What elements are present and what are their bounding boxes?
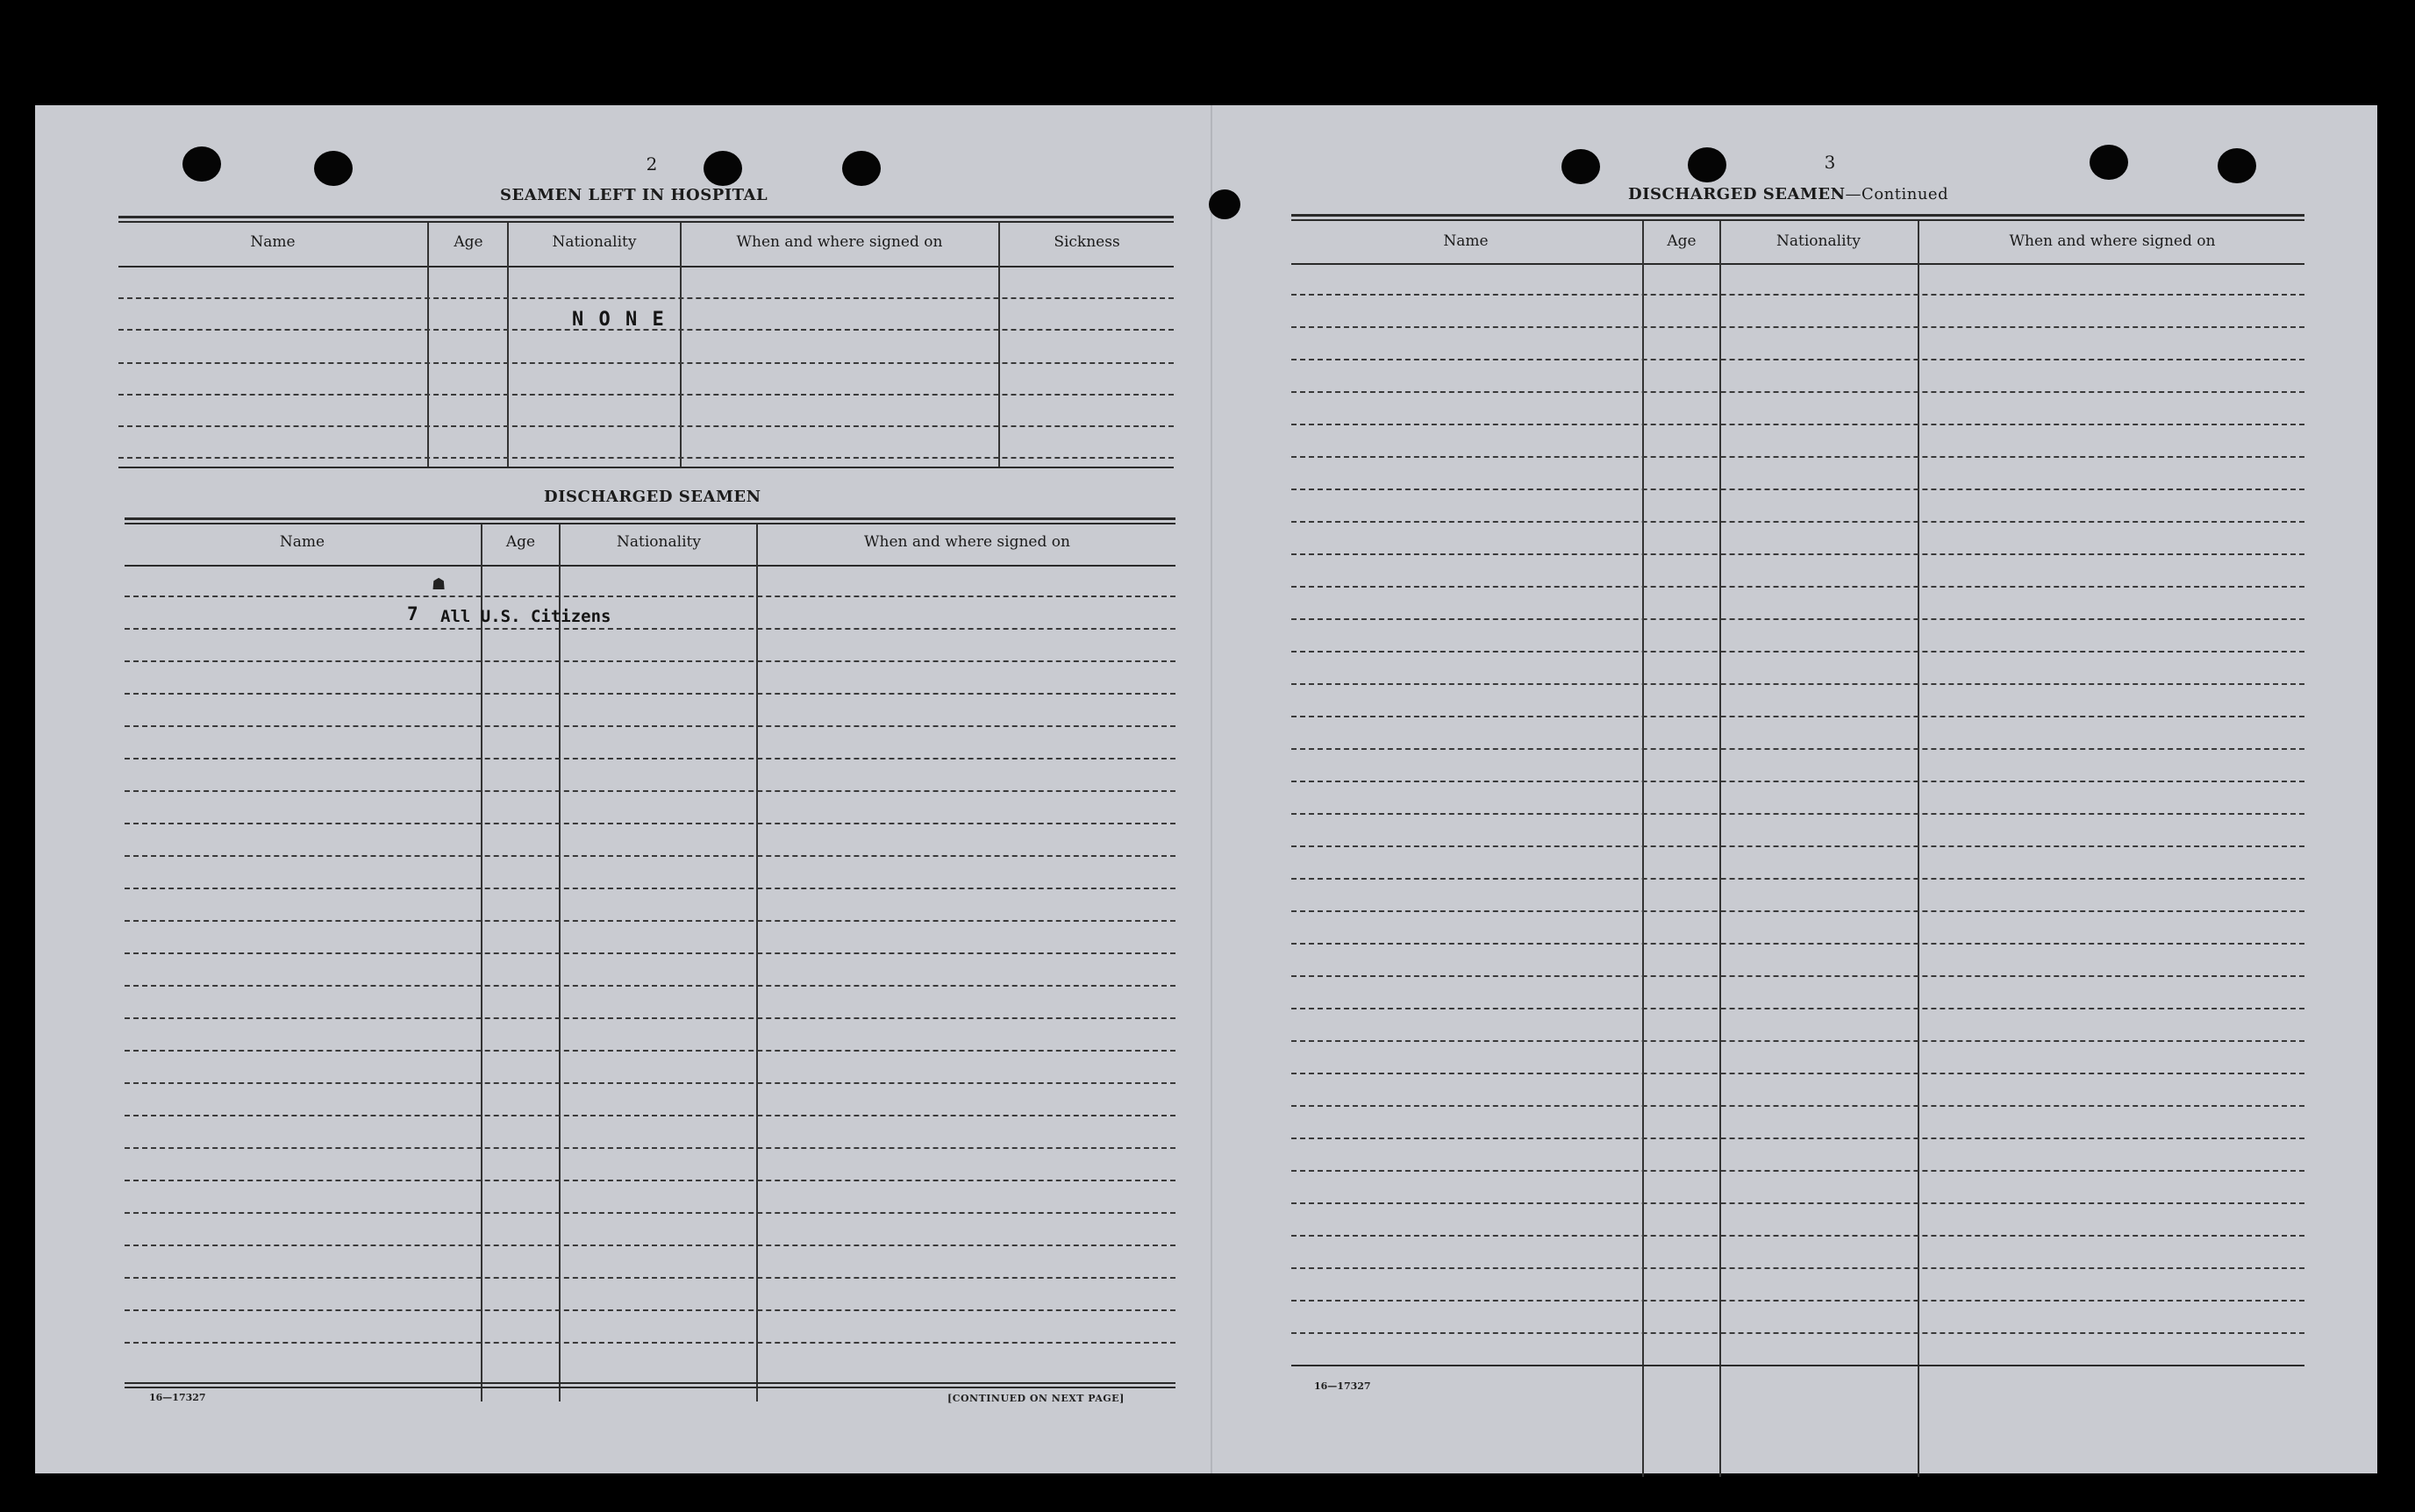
table-row — [125, 1277, 1175, 1279]
table-row — [1291, 975, 2304, 977]
table-row — [125, 823, 1175, 824]
table-row — [125, 1147, 1175, 1149]
title-main: DISCHARGED SEAMEN — [1628, 185, 1846, 203]
table-row — [118, 362, 1174, 364]
table-row — [1291, 1008, 2304, 1009]
table-top-rule — [1291, 219, 2304, 221]
discharged-table-rows — [125, 565, 1175, 1398]
table-bottom-rule — [125, 1382, 1175, 1384]
table-row — [1291, 456, 2304, 458]
table-row — [125, 628, 1175, 630]
table-row — [125, 952, 1175, 954]
table-row — [1291, 781, 2304, 782]
form-number: 16—17327 — [149, 1392, 206, 1403]
table-row — [125, 1050, 1175, 1052]
continued-note: [CONTINUED ON NEXT PAGE] — [947, 1393, 1125, 1404]
hospital-entry-none: N O N E — [572, 309, 666, 331]
table-row — [1291, 489, 2304, 490]
punch-hole — [2218, 148, 2256, 183]
table-row — [1291, 521, 2304, 523]
table-top-rule — [1291, 214, 2304, 217]
table-row — [1291, 748, 2304, 750]
table-row — [125, 1115, 1175, 1116]
table-row — [1291, 1202, 2304, 1204]
punch-hole — [2090, 145, 2128, 180]
hospital-section-title: SEAMEN LEFT IN HOSPITAL — [500, 186, 768, 204]
discharged-section-title: DISCHARGED SEAMEN — [544, 488, 761, 506]
page-number: 3 — [1824, 152, 1836, 173]
discharged-continued-title — [1628, 185, 1948, 203]
column-header-nationality: Nationality — [552, 233, 637, 251]
column-header-name: Name — [1443, 232, 1489, 250]
column-header-name: Name — [279, 533, 325, 551]
table-row — [1291, 1170, 2304, 1172]
punch-hole — [1561, 149, 1600, 184]
table-row — [1291, 1300, 2304, 1302]
column-header-sickness: Sickness — [1054, 233, 1120, 251]
table-row — [1291, 1267, 2304, 1269]
table-row — [1291, 1073, 2304, 1074]
table-row — [1291, 1332, 2304, 1334]
discharged-entry-text: All U.S. Citizens — [440, 607, 611, 626]
punch-hole — [704, 151, 742, 186]
table-row — [125, 1212, 1175, 1214]
table-row — [125, 1309, 1175, 1311]
table-row — [1291, 326, 2304, 328]
table-row — [125, 596, 1175, 597]
table-row — [1291, 878, 2304, 880]
punch-hole — [842, 151, 881, 186]
table-row — [1291, 845, 2304, 847]
table-row — [125, 693, 1175, 695]
table-row — [125, 1342, 1175, 1344]
table-row — [1291, 651, 2304, 653]
table-row — [118, 394, 1174, 396]
punch-hole — [1688, 147, 1726, 182]
table-row — [125, 790, 1175, 792]
table-row — [1291, 813, 2304, 815]
table-row — [125, 758, 1175, 760]
column-header-signed-on: When and where signed on — [736, 233, 943, 251]
table-top-rule — [125, 523, 1175, 524]
page-number: 2 — [646, 153, 658, 175]
table-top-rule — [125, 517, 1175, 520]
table-top-rule — [118, 216, 1174, 218]
table-bottom-rule — [125, 1387, 1175, 1388]
column-header-nationality: Nationality — [617, 533, 701, 551]
column-header-age: Age — [505, 533, 536, 551]
table-top-rule — [118, 221, 1174, 223]
table-row — [125, 660, 1175, 662]
form-number: 16—17327 — [1314, 1380, 1371, 1392]
table-row — [125, 1082, 1175, 1084]
table-row — [1291, 294, 2304, 296]
table-row — [1291, 683, 2304, 685]
ink-mark: ☗ — [432, 575, 447, 594]
table-row — [1291, 910, 2304, 912]
column-header-age: Age — [454, 233, 483, 251]
table-row — [118, 297, 1174, 299]
table-bottom-rule — [1291, 1365, 2304, 1366]
table-row — [125, 1245, 1175, 1246]
table-row — [118, 457, 1174, 459]
punch-hole — [182, 146, 221, 182]
column-header-nationality: Nationality — [1776, 232, 1861, 250]
left-page — [35, 105, 1211, 1473]
column-header-name: Name — [250, 233, 296, 251]
column-header-signed-on: When and where signed on — [864, 533, 1070, 551]
table-bottom-rule — [118, 467, 1174, 468]
table-row — [125, 920, 1175, 922]
document-sheet — [35, 105, 2377, 1473]
table-row — [1291, 1235, 2304, 1237]
table-row — [1291, 1105, 2304, 1107]
table-row — [125, 855, 1175, 857]
punch-hole — [1209, 189, 1240, 219]
table-row — [125, 1017, 1175, 1019]
table-row — [1291, 943, 2304, 945]
right-page — [1211, 105, 2377, 1473]
punch-hole — [314, 151, 353, 186]
table-row — [1291, 359, 2304, 360]
table-row — [1291, 553, 2304, 555]
table-row — [125, 725, 1175, 727]
table-row — [118, 425, 1174, 427]
title-suffix: —Continued — [1845, 185, 1949, 203]
table-row — [125, 1180, 1175, 1181]
hospital-table-rows — [118, 266, 1174, 467]
column-header-age: Age — [1667, 232, 1697, 250]
table-row — [1291, 716, 2304, 717]
table-row — [1291, 1138, 2304, 1139]
table-row — [1291, 1040, 2304, 1042]
table-row — [125, 985, 1175, 987]
table-row — [1291, 391, 2304, 393]
discharged-entry-count: 7 — [407, 603, 418, 624]
continued-table-rows — [1291, 263, 2304, 1473]
column-header-signed-on: When and where signed on — [2009, 232, 2216, 250]
table-row — [1291, 424, 2304, 425]
table-row — [1291, 586, 2304, 588]
table-row — [1291, 618, 2304, 620]
table-row — [125, 888, 1175, 889]
